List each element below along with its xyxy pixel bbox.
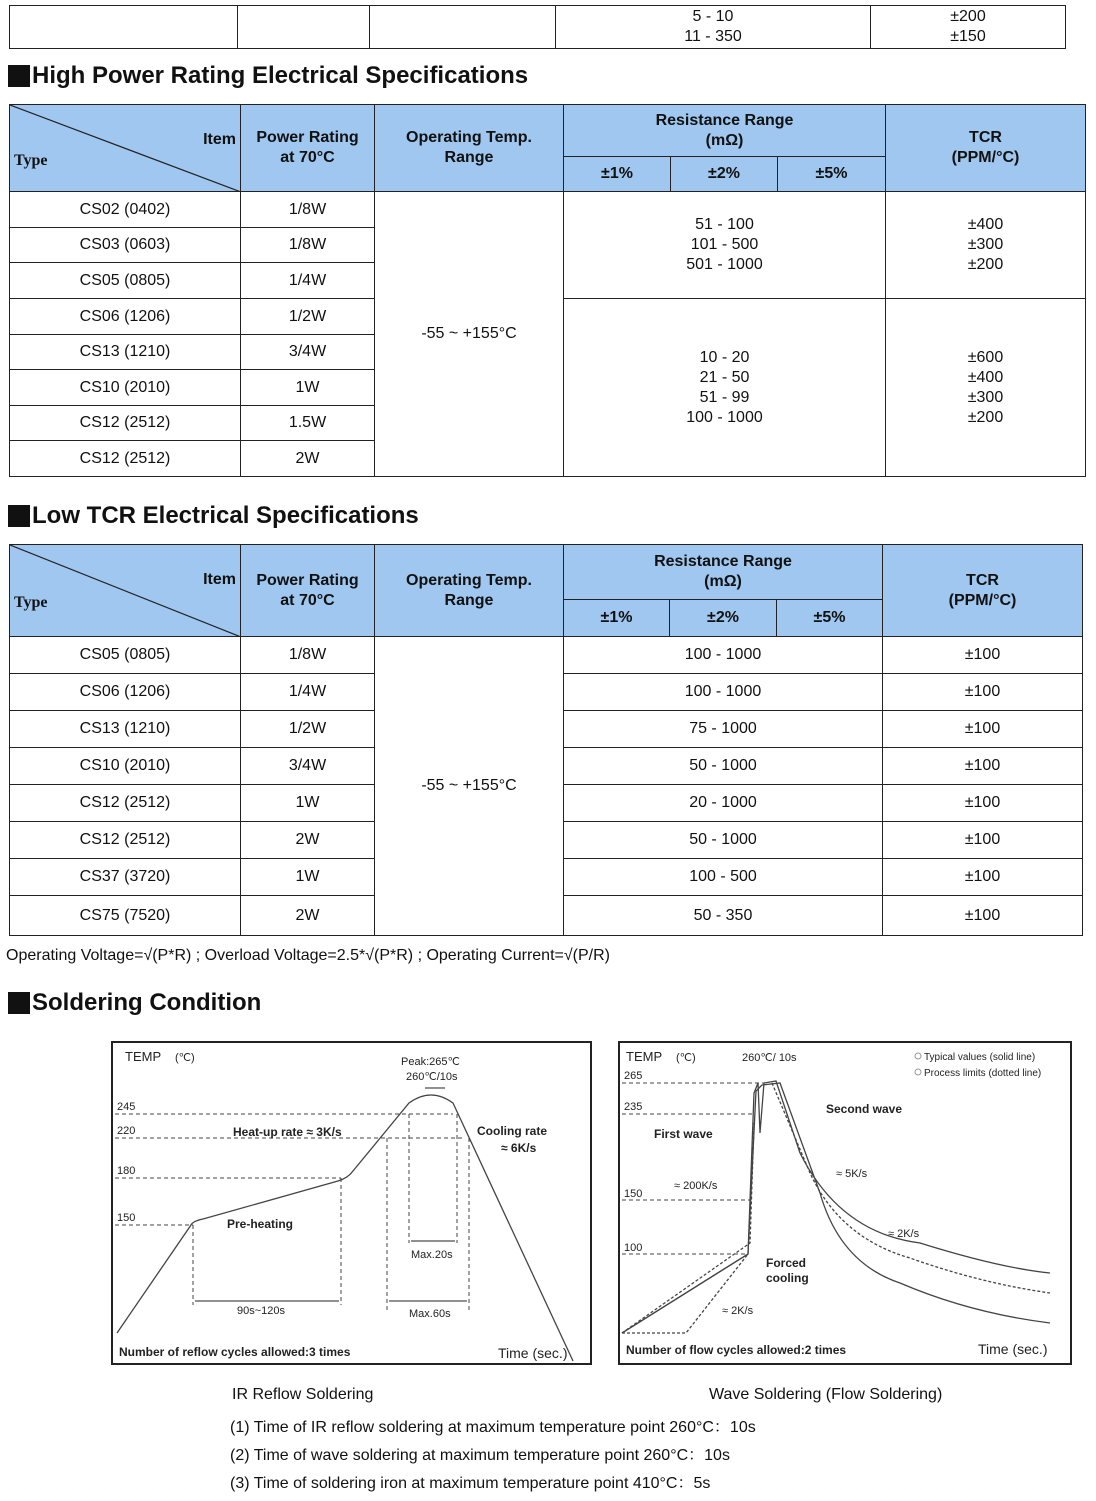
power-cell: 3/4W (241, 335, 375, 370)
type-cell: CS02 (0402) (10, 192, 241, 228)
temp-range-cell: -55 ~ +155°C (375, 637, 564, 936)
peak-time-label: 260℃/ 10s (742, 1052, 797, 1064)
resistance-range-cell: 50 - 1000 (564, 822, 883, 859)
tcr-header: TCR (PPM/°C) (883, 545, 1083, 637)
item-label: Item (203, 131, 236, 148)
reflow-caption: IR Reflow Soldering (232, 1386, 374, 1403)
power-cell: 1/8W (241, 192, 375, 228)
cooling-rate-label: ≈ 6K/s (501, 1141, 537, 1155)
empty-cell (238, 6, 370, 49)
resistance-range-header: Resistance Range (mΩ) (564, 545, 883, 600)
legend-limits: Process limits (dotted line) (924, 1068, 1042, 1079)
tcr-cell: ±200 ±150 (871, 6, 1066, 49)
resistance-range-cell: 100 - 500 (564, 859, 883, 896)
tcr-cell: ±100 (883, 896, 1083, 936)
cooling-label: Cooling rate (477, 1124, 548, 1138)
type-cell: CS12 (2512) (10, 785, 241, 822)
power-cell: 1W (241, 370, 375, 406)
resistance-range-cell: 50 - 350 (564, 896, 883, 936)
square-bullet-icon (8, 992, 30, 1014)
peak-label: Peak:265℃ (401, 1056, 460, 1068)
power-cell: 1/8W (241, 228, 375, 263)
item-label: Item (203, 571, 236, 588)
power-cell: 1/4W (241, 674, 375, 711)
y-tick-220: 220 (117, 1125, 136, 1137)
rate-2-label: ≈ 2K/s (888, 1228, 920, 1240)
ir-reflow-figure (111, 1041, 592, 1365)
tcr-cell: ±100 (883, 711, 1083, 748)
reflow-profile-diagram (113, 1043, 590, 1363)
type-cell: CS05 (0805) (10, 637, 241, 674)
type-cell: CS10 (2010) (10, 370, 241, 406)
tcr-cell: ±100 (883, 822, 1083, 859)
type-cell: CS06 (1206) (10, 674, 241, 711)
resistance-range-header: Resistance Range (mΩ) (564, 105, 886, 157)
y-tick-150: 150 (624, 1188, 643, 1200)
type-cell: CS05 (0805) (10, 263, 241, 299)
max20-label: Max.20s (411, 1249, 453, 1261)
y-tick-245: 245 (117, 1101, 136, 1113)
rate-2-low-label: ≈ 2K/s (722, 1305, 754, 1317)
type-label: Type (14, 594, 48, 611)
power-cell: 2W (241, 822, 375, 859)
power-rating-header: Power Rating at 70°C (241, 105, 375, 192)
note-2: (2) Time of wave soldering at maximum temperature point 260°C：10s (230, 1447, 730, 1464)
power-cell: 3/4W (241, 748, 375, 785)
tolerance-1-header: ±1% (564, 600, 670, 637)
tolerance-2-header: ±2% (670, 600, 777, 637)
temp-range-header: Operating Temp. Range (375, 105, 564, 192)
time-axis-label: Time (sec.) (978, 1341, 1048, 1357)
type-label: Type (14, 152, 48, 169)
wave-soldering-figure (618, 1041, 1072, 1365)
preheating-label: Pre-heating (227, 1217, 294, 1231)
section-title-high-power (8, 62, 528, 90)
unit-label: (℃) (175, 1052, 195, 1064)
type-item-header (10, 105, 241, 192)
resistance-range-cell: 50 - 1000 (564, 748, 883, 785)
diagonal-line (10, 545, 241, 637)
resistance-range-cell: 5 - 10 11 - 350 (556, 6, 871, 49)
legend-typical-icon (915, 1053, 921, 1059)
temp-label: TEMP (125, 1049, 162, 1064)
tcr-cell: ±600 ±400 ±300 ±200 (886, 299, 1086, 477)
dimension-arrows (195, 1088, 467, 1301)
power-cell: 1/2W (241, 711, 375, 748)
time-axis-label: Time (sec.) (498, 1345, 568, 1361)
wave-profile-diagram (620, 1043, 1070, 1363)
type-item-header (10, 545, 241, 637)
high-power-table (9, 104, 1086, 477)
square-bullet-icon (8, 65, 30, 87)
cycles-label: Number of flow cycles allowed:2 times (626, 1343, 847, 1357)
type-cell: CS12 (2512) (10, 441, 241, 477)
top-partial-table (9, 5, 1066, 49)
empty-cell (370, 6, 556, 49)
tcr-cell: ±100 (883, 785, 1083, 822)
cycles-label: Number of reflow cycles allowed:3 times (119, 1345, 351, 1359)
section-title-text: High Power Rating Electrical Specifications (32, 62, 529, 89)
power-cell: 1/2W (241, 299, 375, 335)
max60-label: Max.60s (409, 1308, 451, 1320)
resistance-range-cell: 75 - 1000 (564, 711, 883, 748)
power-cell: 2W (241, 896, 375, 936)
legend-typical: Typical values (solid line) (924, 1052, 1036, 1063)
rate-5-label: ≈ 5K/s (836, 1168, 868, 1180)
type-cell: CS13 (1210) (10, 711, 241, 748)
power-cell: 1/4W (241, 263, 375, 299)
power-cell: 1.5W (241, 406, 375, 441)
tcr-header: TCR (PPM/°C) (886, 105, 1086, 192)
section-title-soldering (8, 989, 261, 1017)
tcr-cell: ±100 (883, 859, 1083, 896)
y-tick-100: 100 (624, 1242, 643, 1254)
empty-cell (10, 6, 238, 49)
resistance-range-cell: 100 - 1000 (564, 637, 883, 674)
second-wave-label: Second wave (826, 1102, 903, 1116)
note-1: (1) Time of IR reflow soldering at maximum temperature point 260°C：10s (230, 1419, 756, 1436)
temp-range-header: Operating Temp. Range (375, 545, 564, 637)
temp-label: TEMP (626, 1049, 663, 1064)
tolerance-5-header: ±5% (777, 600, 883, 637)
section-title-text: Soldering Condition (32, 989, 262, 1016)
resistance-range-cell: 20 - 1000 (564, 785, 883, 822)
type-cell: CS75 (7520) (10, 896, 241, 936)
tcr-cell: ±100 (883, 748, 1083, 785)
type-cell: CS03 (0603) (10, 228, 241, 263)
type-cell: CS12 (2512) (10, 406, 241, 441)
peak-time-label: 260℃/10s (406, 1071, 458, 1083)
type-cell: CS13 (1210) (10, 335, 241, 370)
type-cell: CS10 (2010) (10, 748, 241, 785)
power-cell: 2W (241, 441, 375, 477)
power-cell: 1W (241, 859, 375, 896)
tolerance-5-header: ±5% (778, 157, 886, 192)
type-cell: CS37 (3720) (10, 859, 241, 896)
tcr-cell: ±100 (883, 674, 1083, 711)
note-3: (3) Time of soldering iron at maximum temperature point 410°C：5s (230, 1475, 711, 1492)
voltage-note: Operating Voltage=√(P*R) ; Overload Voltage=2.5*√(P*R) ; Operating Current=√(P/R) (6, 947, 610, 964)
heat-up-label: Heat-up rate ≈ 3K/s (233, 1125, 342, 1139)
cooling-label: cooling (766, 1271, 809, 1285)
wave-caption: Wave Soldering (Flow Soldering) (709, 1386, 943, 1403)
duration-label: 90s~120s (237, 1305, 286, 1317)
type-cell: CS12 (2512) (10, 822, 241, 859)
resistance-range-cell: 10 - 20 21 - 50 51 - 99 100 - 1000 (564, 299, 886, 477)
type-cell: CS06 (1206) (10, 299, 241, 335)
square-bullet-icon (8, 505, 30, 527)
section-title-low-tcr (8, 502, 419, 530)
tcr-cell: ±100 (883, 637, 1083, 674)
power-cell: 1/8W (241, 637, 375, 674)
power-cell: 1W (241, 785, 375, 822)
power-rating-header: Power Rating at 70°C (241, 545, 375, 637)
tolerance-1-header: ±1% (564, 157, 671, 192)
first-wave-label: First wave (654, 1127, 713, 1141)
resistance-range-cell: 51 - 100 101 - 500 501 - 1000 (564, 192, 886, 299)
tolerance-2-header: ±2% (671, 157, 778, 192)
resistance-range-cell: 100 - 1000 (564, 674, 883, 711)
y-tick-150: 150 (117, 1212, 136, 1224)
y-tick-180: 180 (117, 1165, 136, 1177)
rate-200-label: ≈ 200K/s (674, 1180, 718, 1192)
legend-limits-icon (915, 1069, 921, 1075)
tcr-cell: ±400 ±300 ±200 (886, 192, 1086, 299)
temp-range-cell: -55 ~ +155°C (375, 192, 564, 477)
guide-lines (115, 1114, 469, 1313)
wave-curves (622, 1081, 1050, 1333)
low-tcr-table (9, 544, 1083, 936)
guide-lines (622, 1083, 765, 1254)
section-title-text: Low TCR Electrical Specifications (32, 502, 419, 529)
forced-label: Forced (766, 1256, 807, 1270)
unit-label: (℃) (676, 1052, 696, 1064)
y-tick-235: 235 (624, 1101, 643, 1113)
y-tick-265: 265 (624, 1070, 643, 1082)
